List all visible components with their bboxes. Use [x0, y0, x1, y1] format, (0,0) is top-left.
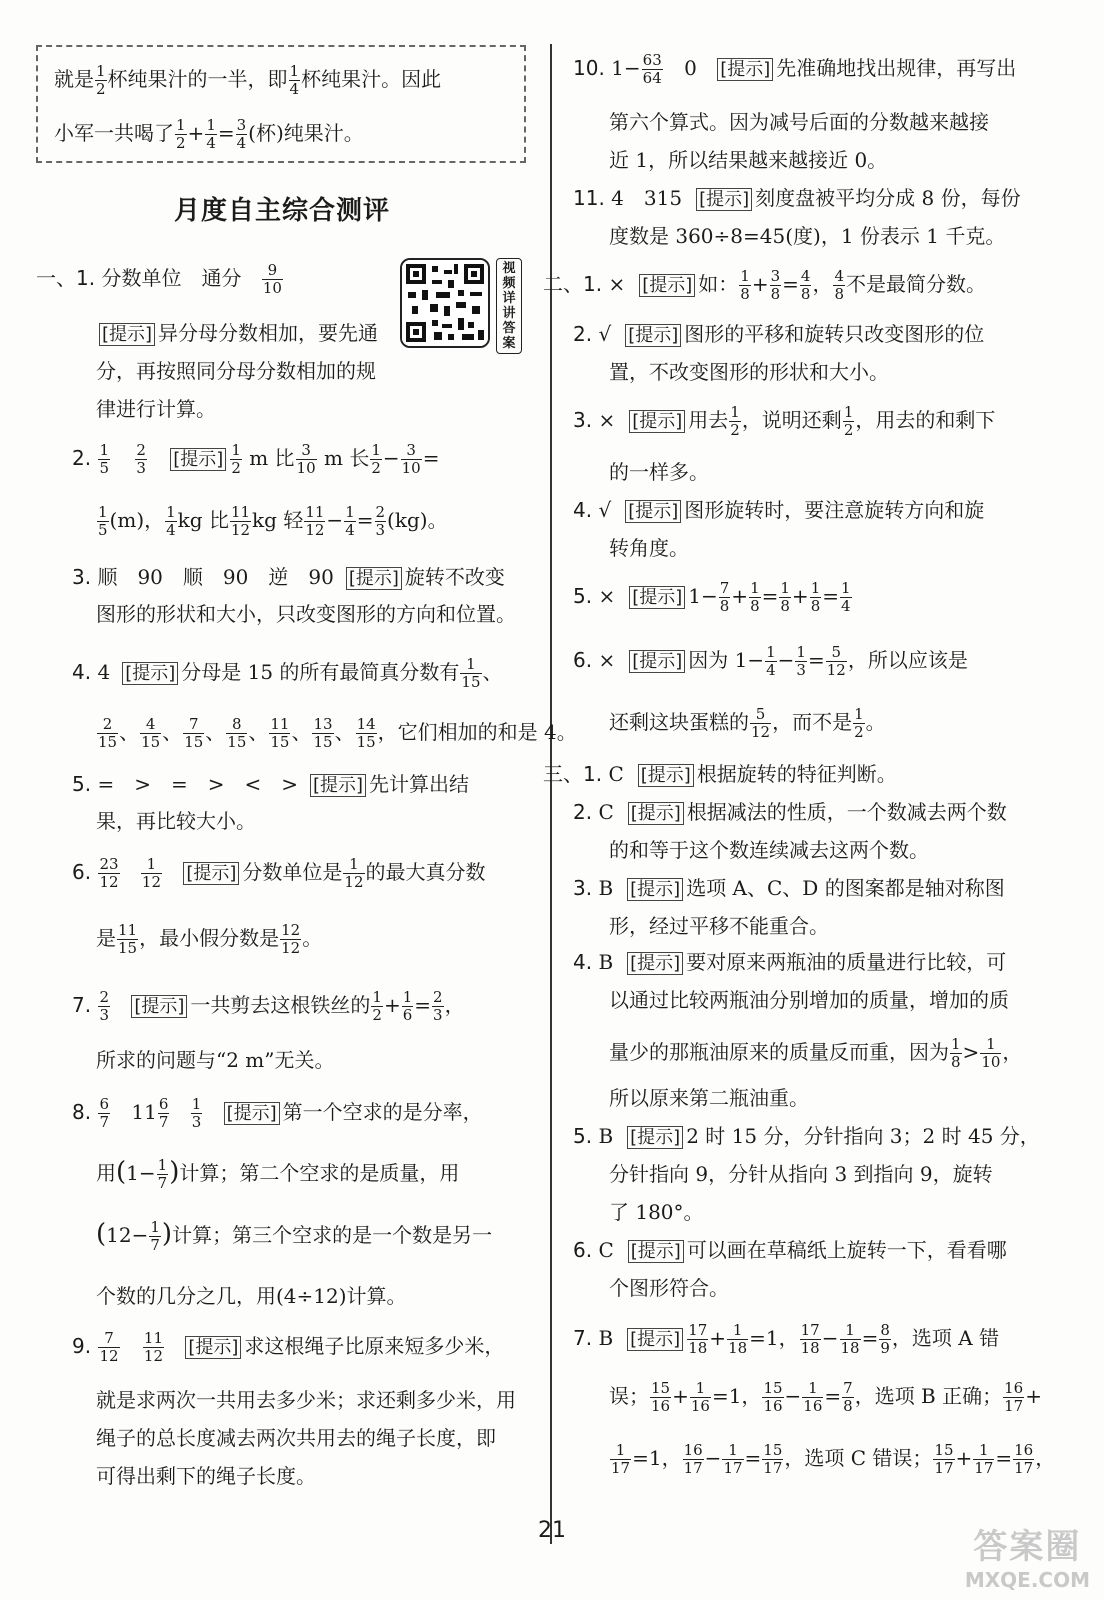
hint-text: 分针指向 9，分针从指向 3 到指向 9，旋转 — [609, 1162, 993, 1186]
hint-text: 就是求两次一共用去多少米；求还剩多少米，用 — [96, 1388, 516, 1412]
hint-text: 个数的几分之几，用(4÷12)计算。 — [96, 1284, 407, 1308]
hint-text: 律进行计算。 — [96, 397, 216, 421]
box-text: (杯)纯果汁。 — [248, 121, 364, 145]
item-number: 2. — [573, 800, 593, 824]
item-number: 10. — [573, 56, 605, 80]
hint-text: 度数是 360÷8=45(度)，1 份表示 1 千克。 — [609, 224, 1006, 248]
hint-text: 所以原来第二瓶油重。 — [609, 1086, 809, 1110]
answer-1-10: 10. 1− $\frac{63}{64}$ 0 [提示] 先准确地找出规律，再写出 — [573, 51, 1017, 87]
hint-text: $\frac{1}{17}$ =1， $\frac{16}{17}$ − $\frac{1}{17}$ = $\frac{15}{17}$ ，选项 C 错误； $\frac{15}{17}$ + $\frac{1}{17}$ = $\frac{16}{17}$ ， — [611, 1441, 1056, 1477]
hint-text: 可得出剩下的绳子长度。 — [96, 1464, 316, 1488]
item-number: 6. — [573, 1238, 593, 1262]
box-text: 杯纯果汁的一半，即 — [107, 67, 288, 91]
item-number: 6. — [573, 648, 593, 672]
qr-label: 视频详讲答案 — [496, 258, 522, 354]
item-number: 2. — [72, 446, 92, 470]
item-number: 3. — [72, 565, 92, 589]
item-number: 7. — [573, 1326, 593, 1350]
item-number: 4. — [573, 498, 593, 522]
item-number: 4. — [573, 950, 593, 974]
answer-1-3: 3. 顺 90 顺 90 逆 90 [提示] 旋转不改变 — [72, 565, 505, 589]
hint-text: 形，经过平移不能重合。 — [609, 914, 829, 938]
hint-text: 的和等于这个数连续减去这两个数。 — [609, 838, 929, 862]
answer-1-1: 一、1. 分数单位 通分 $\frac{9}{10}$ — [36, 261, 282, 297]
answer-2-2: 2. √ [提示] 图形的平移和旋转只改变图形的位 — [573, 322, 985, 346]
hint-text: 了 180°。 — [609, 1200, 704, 1224]
box-text: 小军一共喝了 — [54, 121, 174, 145]
box-text: 杯纯果汁。因此 — [301, 67, 442, 91]
answer-3-4: 4. B [提示] 要对原来两瓶油的质量进行比较，可 — [573, 950, 1007, 974]
hint-text: 是 $\frac{11}{15}$ ，最小假分数是 $\frac{12}{12}$ 。 — [96, 921, 323, 957]
hint-text: 还剩这块蛋糕的 $\frac{5}{12}$ ，而不是 $\frac{1}{2}$ 。 — [609, 705, 886, 741]
answer-1-8: 8. $\frac{6}{7}$ 11 $\frac{6}{7}$ $\frac{1}{3}$ [提示] 第一个空求的是分率， — [72, 1095, 483, 1131]
continued-solution-box: 就是 $\frac{1}{2}$ 杯纯果汁的一半，即 $\frac{1}{4}$ 杯纯果汁。因此 小军一共喝了 $\frac{1}{2}$ + $\frac{1}{4}$ = $\frac{3}{4}$ (杯)纯果汁。 — [36, 45, 526, 163]
answer-1-11: 11. 4 315 [提示] 刻度盘被平均分成 8 份，每份 — [573, 186, 1021, 210]
item-number: 9. — [72, 1334, 92, 1358]
watermark — [965, 1519, 1090, 1592]
answer-3-2: 2. C [提示] 根据减法的性质，一个数减去两个数 — [573, 800, 1007, 824]
watermark-text: 答案圈 — [973, 1527, 1082, 1567]
answer-1-5: 5. = > = > < > [提示] 先计算出结 — [72, 772, 470, 796]
item-number: 4. — [72, 660, 92, 684]
answer-2-5: 5. × [提示] 1− $\frac{7}{8}$ + $\frac{1}{8}$ = $\frac{1}{8}$ + $\frac{1}{8}$ = $\frac{1}{4}$ — [573, 579, 851, 615]
item-number: 6. — [72, 860, 92, 884]
hint-text: 分，再按照同分母分数相加的规 — [96, 359, 376, 383]
hint-text: 以通过比较两瓶油分别增加的质量，增加的质 — [609, 988, 1009, 1012]
hint-text: 图形的形状和大小，只改变图形的方向和位置。 — [96, 602, 516, 626]
answer-1-9: 9. $\frac{7}{12}$ $\frac{11}{12}$ [提示] 求这根绳子比原来短多少米， — [72, 1329, 505, 1365]
hint-text: 第六个算式。因为减号后面的分数越来越接 — [609, 110, 989, 134]
answer-3-3: 3. B [提示] 选项 A、C、D 的图案都是轴对称图 — [573, 876, 1005, 900]
hint-text: 误； $\frac{15}{16}$ + $\frac{1}{16}$ =1， $\frac{15}{16}$ − $\frac{1}{16}$ = $\frac{7}{8}$ ，选项 B 正确； $\frac{16}{17}$ + — [609, 1379, 1042, 1415]
answer-3-5: 5. B [提示] 2 时 15 分，分针指向 3；2 时 45 分， — [573, 1124, 1040, 1148]
item-number: 11. — [573, 186, 605, 210]
item-number: 7. — [72, 993, 92, 1017]
hint-text: 的一样多。 — [609, 460, 709, 484]
item-number: 二、1. — [543, 272, 603, 296]
item-number: 5. — [573, 1124, 593, 1148]
hint-text: 置，不改变图形的形状和大小。 — [609, 360, 889, 384]
answer-text: 分数单位 通分 — [101, 266, 242, 290]
hint-text: 近 1，所以结果越来越接近 0。 — [609, 148, 888, 172]
answer-1-4: 4. 4 [提示] 分母是 15 的所有最简真分数有 $\frac{1}{15}$ 、 — [72, 655, 503, 691]
section-title: 月度自主综合测评 — [173, 196, 390, 226]
hint-text: $\frac{2}{15}$ 、 $\frac{4}{15}$ 、 $\frac{7}{15}$ 、 $\frac{8}{15}$ 、 $\frac{11}{15}$ 、 $\frac{13}{15}$ 、 $\frac{14}{15}$ ，它们相加的和是 4。 — [98, 715, 577, 751]
hint-text: 果，再比较大小。 — [96, 809, 256, 833]
answer-1-2: 2. $\frac{1}{5}$ $\frac{2}{3}$ [提示] $\frac{1}{2}$ m 比 $\frac{3}{10}$ m 长 $\frac{1}{2}$ − $\frac{3}{10}$ = — [72, 441, 440, 477]
hint-text: 量少的那瓶油原来的质量反而重，因为 $\frac{1}{8}$ > $\frac{1}{10}$ ， — [609, 1035, 1023, 1071]
fraction: $\frac{1}{2}$ — [96, 62, 106, 98]
hint-text: 所求的问题与“2 m”无关。 — [96, 1048, 335, 1072]
answer-1-6: 6. $\frac{23}{12}$ $\frac{1}{12}$ [提示] 分数单位是 $\frac{1}{12}$ 的最大真分数 — [72, 855, 486, 891]
answer-2-1: 二、1. × [提示] 如： $\frac{1}{8}$ + $\frac{3}{8}$ = $\frac{4}{8}$ ， $\frac{4}{8}$ 不是最简分数。 — [543, 267, 986, 303]
item-number: 2. — [573, 322, 593, 346]
item-number: 3. — [573, 408, 593, 432]
box-text: 就是 — [54, 67, 94, 91]
item-number: 3. — [573, 876, 593, 900]
item-number: 一、1. — [36, 266, 96, 290]
answer-2-4: 4. √ [提示] 图形旋转时，要注意旋转方向和旋 — [573, 498, 985, 522]
answer-3-6: 6. C [提示] 可以画在草稿纸上旋转一下，看看哪 — [573, 1238, 1007, 1262]
hint-text: (12− $\frac{1}{7}$ )计算；第三个空求的是一个数是另一 — [96, 1218, 493, 1254]
answer-2-3: 3. × [提示] 用去 $\frac{1}{2}$ ，说明还剩 $\frac{1}{2}$ ，用去的和剩下 — [573, 403, 996, 439]
qr-code — [400, 258, 490, 348]
hint-text: 个图形符合。 — [609, 1276, 729, 1300]
hint-text: 转角度。 — [609, 536, 689, 560]
hint-text: [提示] 异分母分数相加，要先通 — [96, 317, 378, 346]
watermark-url: MXQE.COM — [964, 1568, 1090, 1592]
item-number: 5. — [573, 584, 593, 608]
hint-text: $\frac{1}{5}$ (m)， $\frac{1}{4}$ kg 比 $\frac{11}{12}$ kg 轻 $\frac{11}{12}$ − $\frac{1}{4}$ = $\frac{2}{3}$ (kg)。 — [98, 503, 448, 539]
answer-3-1: 三、1. C [提示] 根据旋转的特征判断。 — [543, 762, 897, 786]
item-number: 8. — [72, 1100, 92, 1124]
answer-2-6: 6. × [提示] 因为 1− $\frac{1}{4}$ − $\frac{1}{3}$ = $\frac{5}{12}$ ，所以应该是 — [573, 643, 968, 679]
item-number: 5. — [72, 772, 92, 796]
answer-1-7: 7. $\frac{2}{3}$ [提示] 一共剪去这根铁丝的 $\frac{1}{2}$ + $\frac{1}{6}$ = $\frac{2}{3}$ ， — [72, 988, 465, 1024]
answer-3-7: 7. B [提示] $\frac{17}{18}$ + $\frac{1}{18}$ =1， $\frac{17}{18}$ − $\frac{1}{18}$ = $\frac{8}{9}$ ，选项 A 错 — [573, 1321, 1000, 1357]
fraction: $\frac{1}{4}$ — [289, 62, 300, 98]
item-number: 三、1. — [543, 762, 603, 786]
hint-text: 用(1− $\frac{1}{7}$ )计算；第二个空求的是质量，用 — [96, 1156, 460, 1192]
page-number: 21 — [538, 1518, 566, 1543]
hint-text: 绳子的总长度减去两次共用去的绳子长度，即 — [96, 1426, 496, 1450]
